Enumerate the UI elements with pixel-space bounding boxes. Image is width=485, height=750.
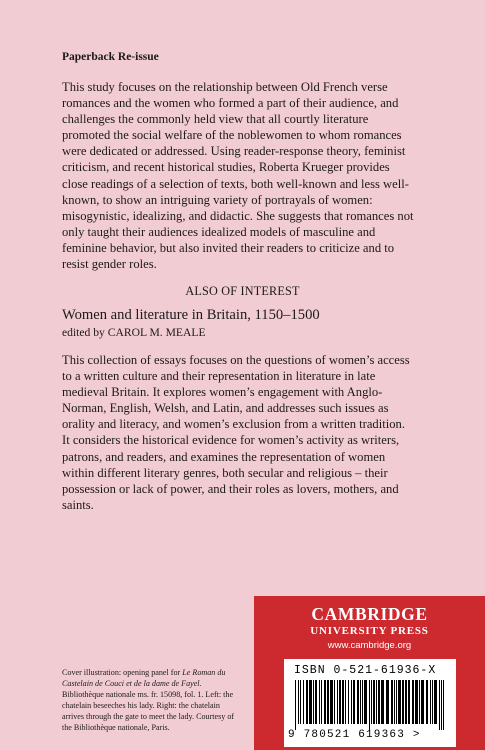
blurb-line: to a written culture and their representation in literature in late	[62, 369, 376, 384]
blurb-line: romances and the women who formed a part of their audience, and	[62, 96, 399, 111]
barcode-bar	[412, 680, 414, 724]
caption-italic-title: Le Roman du Castelain de Couci et de la dame de Fayel.	[62, 668, 226, 688]
caption-prefix: Cover illustration: opening panel for	[62, 668, 183, 677]
barcode-bar	[430, 680, 431, 724]
barcode-bar	[309, 680, 312, 724]
blurb-line: medieval Britain. It explores women’s engagement with Anglo-	[62, 385, 383, 400]
barcode-bar	[441, 680, 442, 730]
barcode-bar	[434, 680, 437, 724]
barcode-bar	[443, 680, 444, 730]
barcode-bar	[342, 680, 344, 724]
related-book-title: Women and literature in Britain, 1150–1500	[62, 307, 320, 323]
barcode-bar	[348, 680, 349, 724]
barcode-bar	[303, 680, 304, 724]
barcode-bar	[394, 680, 395, 724]
barcode-bar	[298, 680, 299, 724]
barcode-bar	[402, 680, 404, 724]
barcode-bar	[327, 680, 329, 724]
blurb-line: possession or lack of power, and their roles as lovers, mothers, and	[62, 481, 399, 496]
blurb-line: Norman, English, Welsh, and Latin, and addresses such issues as	[62, 401, 389, 416]
related-book-blurb	[62, 352, 434, 513]
blurb-line: This collection of essays focuses on the questions of women’s access	[62, 353, 410, 367]
blurb-line: feminine behavior, but also invited their readers to criticize and to	[62, 240, 395, 255]
barcode-bar	[339, 680, 341, 724]
barcode-bar	[324, 680, 326, 724]
barcode-bar	[334, 680, 335, 724]
barcode-bar	[421, 680, 424, 724]
barcode-bar	[306, 680, 308, 724]
blurb-line: only taught their audiences idealized models of masculine and	[62, 224, 376, 239]
barcode-bar	[396, 680, 397, 724]
barcode-bar	[371, 680, 372, 724]
barcode-bar	[419, 680, 420, 724]
barcode-bar	[353, 680, 355, 724]
main-blurb	[62, 79, 434, 272]
barcode-bar	[369, 680, 370, 730]
ean-digits: 9 780521 619363 >	[288, 729, 421, 741]
barcode-bar	[391, 680, 393, 724]
barcode-bar	[321, 680, 322, 724]
blurb-line: saints.	[62, 497, 94, 512]
blurb-line: resist gender roles.	[62, 257, 157, 272]
barcode-bar	[300, 680, 301, 724]
blurb-line: patrons, and readers, and examines the representation of women	[62, 449, 386, 464]
barcode-bar	[345, 680, 346, 724]
blurb-line: misogynistic, idealizing, and didactic. She suggests that romances not	[62, 208, 414, 223]
barcode-bar	[319, 680, 320, 724]
barcode-bars	[291, 680, 449, 730]
cover-illustration-caption	[62, 667, 242, 733]
blurb-line: within different literary genres, both secular and religious – their	[62, 465, 388, 480]
publisher-name: CAMBRIDGE	[311, 604, 428, 624]
barcode-bar	[398, 680, 401, 724]
edition-label: Paperback Re-issue	[62, 51, 159, 63]
barcode-bar	[337, 680, 338, 724]
edited-by-label: edited by	[62, 326, 105, 339]
barcode-bar	[295, 680, 296, 730]
barcode-bar	[432, 680, 433, 724]
blurb-line: promoted the social welfare of the noblewomen to whom romances	[62, 128, 402, 143]
barcode-bar	[373, 680, 375, 724]
barcode-bar	[386, 680, 389, 724]
editor-name: CAROL M. MEALE	[107, 326, 206, 339]
barcode-bar	[405, 680, 407, 724]
barcode-bar	[376, 680, 377, 724]
barcode-bar	[408, 680, 410, 724]
barcode-bar	[415, 680, 418, 724]
barcode-bar	[439, 680, 440, 730]
blurb-line: orality and literacy, and women’s exclusion from a written tradition.	[62, 417, 405, 432]
blurb-line: This study focuses on the relationship between Old French verse	[62, 80, 388, 94]
barcode-bar	[351, 680, 352, 724]
barcode-bar	[313, 680, 314, 724]
caption-rest: Bibliothèque nationale ms. fr. 15098, fol. 1. Left: the chatelain beseeches his lady. Right: the chatelain arrives through the gate to meet the lady. Courtesy of the Bibliothèque nationale, Paris.	[62, 690, 235, 732]
blurb-line: known, to show an intriguing variety of portrayals of women:	[62, 192, 373, 207]
barcode-bar	[315, 680, 317, 724]
barcode-bar	[362, 680, 363, 724]
related-book-editor-line	[62, 326, 206, 339]
blurb-line: were dedicated or addressed. Using reader-response theory, feminist	[62, 144, 406, 159]
also-of-interest-heading: ALSO OF INTEREST	[185, 284, 300, 298]
publisher-subtitle: UNIVERSITY PRESS	[310, 625, 429, 637]
barcode-bar	[426, 680, 428, 724]
barcode-bar	[330, 680, 333, 724]
blurb-line: close readings of a selection of texts, both well-known and less well-	[62, 176, 409, 191]
publisher-url: www.cambridge.org	[327, 640, 412, 651]
barcode-bar	[364, 680, 367, 724]
barcode-panel	[284, 659, 456, 747]
barcode-bar	[357, 680, 359, 724]
blurb-line: challenges the commonly held view that all courtly literature	[62, 112, 369, 127]
isbn-text: ISBN 0-521-61936-X	[294, 664, 437, 677]
blurb-line: It considers the historical evidence for women’s activity as writers,	[62, 433, 400, 448]
blurb-line: criticism, and recent historical studies, Roberta Krueger provides	[62, 160, 390, 175]
barcode-bar	[360, 680, 361, 724]
barcode-bar	[381, 680, 384, 724]
barcode-bar	[378, 680, 380, 724]
